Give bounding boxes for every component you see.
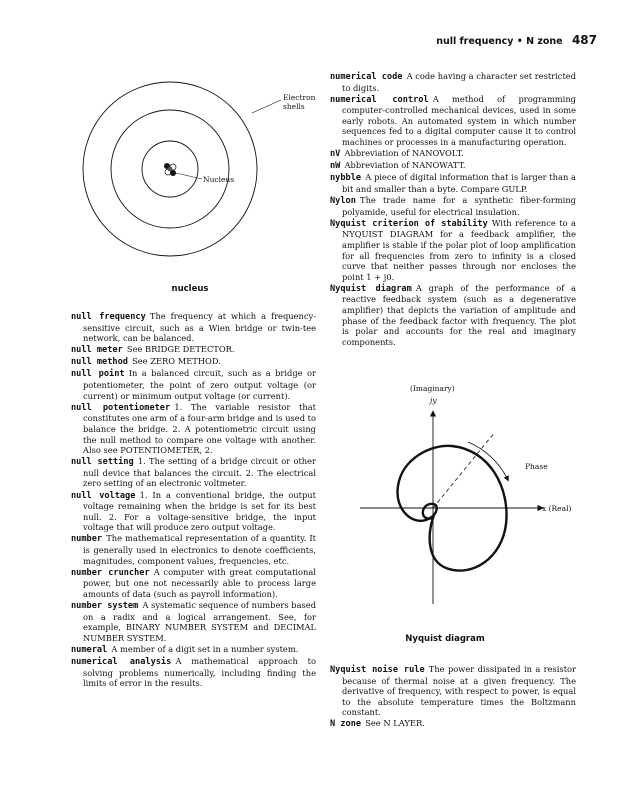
dictionary-entry [71,356,316,368]
entry-definition: In a balanced circuit, such as a bridge or potentiometer, the point of zero output voltage (or current) or minimum output voltage (or current). [83,368,316,401]
dictionary-entry [71,490,316,533]
nucleus-label: Nucleus [203,175,235,184]
entry-definition: Abbreviation of NANOWATT. [344,160,466,171]
right-column-top [330,71,576,348]
entry-definition: A method of programming computer-controlled mechanical devices, used in some early robots. An automated system in which number sequences fed to a digital computer cause it to control machines or processes in a manufacturing operation. [342,93,576,148]
running-title: null frequency • N zone [436,36,563,47]
dictionary-entry [71,644,316,656]
nucleus-caption: nucleus [171,284,209,294]
nucleus-figure [60,60,330,300]
dictionary-entry [71,402,316,456]
phase-line [433,432,495,508]
dictionary-entry [71,533,316,566]
entry-term: nW [330,161,341,172]
dictionary-entry [71,368,316,401]
dictionary-entry [330,94,576,148]
entry-term: nV [330,149,341,160]
entry-term: Nyquist criterion of stability [330,218,488,229]
entry-definition: A member of a digit set in a number system. [111,643,299,654]
entry-term: null frequency [71,312,146,322]
dictionary-entry [330,718,576,730]
dictionary-entry [330,195,576,217]
entry-term: null potentiometer [71,402,171,413]
entry-definition: A systematic sequence of numbers based on a radix and a logical arrangement. See, for example, BINARY NUMBER SYSTEM and DECIMAL NUMBER SYSTEM. [83,599,316,643]
dictionary-entry [330,172,576,194]
entry-definition: A graph of the performance of a reactive feedback system (such as a degenerative amplifier) that depicts the variation of amplitude and phase of the feedback factor with frequency. The plot is polar and accounts for the real and imaginary components. [342,282,577,347]
page-header [330,33,597,47]
entry-definition: See N LAYER. [365,718,425,729]
entry-term: numerical analysis [71,656,172,667]
entry-term: null meter [71,345,123,356]
dictionary-entry [330,71,576,93]
dictionary-entry [330,664,576,718]
imaginary-label: (Imaginary) [410,384,455,393]
entry-definition: See ZERO METHOD. [132,356,221,367]
entry-definition: The frequency at which a frequency-sensitive circuit, such as a Wien bridge or twin-tee network, can be balanced. [83,311,316,344]
entry-term: Nyquist noise rule [330,665,425,675]
entry-definition: With reference to a NYQUIST DIAGRAM for a feedback amplifier, the amplifier is stable if the polar plot of loop amplification for all frequencies from zero to infinity is a closed curve that neither passes through nor encloses the point 1 + j0. [342,217,576,282]
dictionary-entry [71,656,316,689]
entry-term: number system [71,600,139,611]
nucleus-leader-line [176,173,202,179]
shells-label [283,93,315,111]
dictionary-entry [330,283,576,348]
entry-term: null method [71,357,128,368]
entry-definition: A piece of digital information that is larger than a bit and smaller than a byte. Compare GULP. [342,172,576,194]
dictionary-entry [71,456,316,489]
shells-label-line2: shells [283,102,305,111]
entry-definition: A computer with great computational power, but one not necessarily able to process large amounts of data (such as payroll information). [83,566,316,599]
entry-definition: The trade name for a synthetic fiber-forming polyamide, useful for electrical insulation. [342,195,576,217]
real-label: x (Real) [542,504,572,513]
entry-term: Nyquist diagram [330,283,412,294]
entry-definition: A mathematical approach to solving problems numerically, including finding the limits of error in the results. [83,655,316,689]
dictionary-entry [330,218,576,283]
dictionary-entry [71,344,316,356]
jy-label: jy [430,396,437,405]
entry-term: N zone [330,719,362,730]
phase-label: Phase [525,462,548,471]
shells-label-line1: Electron [283,93,316,102]
nucleus-core [164,163,176,176]
entry-term: numerical code [330,72,403,82]
dictionary-entry [71,567,316,600]
entry-definition: See BRIDGE DETECTOR. [126,344,235,355]
nyquist-plot [340,382,580,622]
entry-term: nybble [330,173,362,184]
left-column [71,311,316,689]
entry-definition: 1. In a conventional bridge, the output voltage remaining when the bridge is set for its best null. 2. For a voltage-sensitive bridge, the input voltage that will produce zero output voltage. [83,489,316,533]
entry-definition: The power dissipated in a resistor because of thermal noise at a given frequency. The derivative of frequency, with respect to power, is equal to the absolute temperature times the Boltzmann constant. [342,664,576,718]
entry-term: null point [71,369,125,380]
entry-term: numerical control [330,94,429,105]
dictionary-entry [330,148,576,160]
entry-definition: 1. The variable resistor that constitutes one arm of a four-arm bridge and is used to balance the bridge. 2. A potentiometric circuit using the null method to compare one voltage with another. Also see POTENTIOMETER, 2. [83,401,316,456]
nyquist-caption: Nyquist diagram [405,634,485,644]
entry-definition: A code having a character set restricted to digits. [342,71,577,93]
entry-definition: 1. The setting of a bridge circuit or other null device that balances the circuit. 2. The electrical zero setting of an electronic voltmeter. [83,456,316,489]
entry-term: null voltage [71,490,136,501]
page-number: 487 [571,33,597,47]
nyquist-figure [340,382,580,622]
entry-term: numeral [71,644,108,655]
dictionary-entry [71,600,316,643]
shells-leader-line [252,100,281,113]
entry-term: Nylon [330,196,356,207]
dictionary-entry [71,311,316,344]
phase-arc [468,442,508,480]
entry-definition: Abbreviation of NANOVOLT. [344,148,464,159]
entry-term: number cruncher [71,567,150,578]
entry-term: null setting [71,457,134,468]
entry-definition: The mathematical representation of a quantity. It is generally used in electronics to denote coefficients, magnitudes, component values, frequencies, etc. [83,533,316,566]
dictionary-entry [330,160,576,172]
right-column-bottom [330,664,576,731]
entry-term: number [71,534,103,545]
